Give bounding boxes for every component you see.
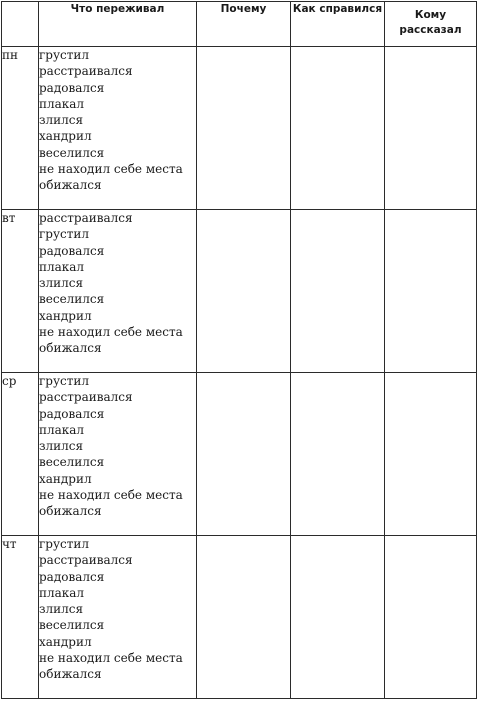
feelings-cell bbox=[39, 47, 197, 210]
feeling-item: радовался bbox=[39, 243, 105, 258]
feelings-list bbox=[39, 536, 196, 683]
feeling-item: обижался bbox=[39, 667, 102, 682]
feeling-item: хандрил bbox=[39, 634, 92, 649]
feeling-item: грустил bbox=[39, 48, 90, 62]
day-label: пн bbox=[2, 47, 39, 210]
feeling-item: расстраивался bbox=[39, 553, 133, 568]
header-day bbox=[2, 2, 39, 47]
feelings-list bbox=[39, 373, 196, 520]
feeling-item: не находил себе места bbox=[39, 325, 183, 340]
feeling-item: злился bbox=[39, 113, 84, 128]
feelings-list bbox=[39, 210, 196, 357]
day-label: ср bbox=[2, 373, 39, 536]
day-label: вт bbox=[2, 210, 39, 373]
feeling-item: злился bbox=[39, 602, 84, 617]
feelings-cell bbox=[39, 210, 197, 373]
how-coped-cell[interactable] bbox=[291, 373, 385, 536]
how-coped-cell[interactable] bbox=[291, 210, 385, 373]
why-cell[interactable] bbox=[197, 536, 291, 699]
how-coped-cell[interactable] bbox=[291, 47, 385, 210]
feeling-item: обижался bbox=[39, 504, 102, 519]
feeling-item: обижался bbox=[39, 341, 102, 356]
feeling-item: не находил себе места bbox=[39, 488, 183, 503]
how-coped-cell[interactable] bbox=[291, 536, 385, 699]
feeling-item: грустил bbox=[39, 537, 90, 551]
feelings-diary-table bbox=[1, 1, 477, 699]
feeling-item: радовался bbox=[39, 80, 105, 95]
why-cell[interactable] bbox=[197, 47, 291, 210]
feeling-item: плакал bbox=[39, 422, 85, 437]
why-cell[interactable] bbox=[197, 210, 291, 373]
feeling-item: радовался bbox=[39, 406, 105, 421]
feeling-item: плакал bbox=[39, 585, 85, 600]
feelings-list bbox=[39, 47, 196, 194]
header-how-coped: Как справился bbox=[291, 2, 385, 47]
diary-body bbox=[2, 47, 477, 699]
feeling-item: плакал bbox=[39, 259, 85, 274]
feeling-item: плакал bbox=[39, 96, 85, 111]
feeling-item: грустил bbox=[39, 374, 90, 388]
feeling-item: обижался bbox=[39, 178, 102, 193]
header-what-experienced: Что переживал bbox=[39, 2, 197, 47]
header-row bbox=[2, 2, 477, 47]
table-row bbox=[2, 373, 477, 536]
feeling-item: не находил себе места bbox=[39, 651, 183, 666]
who-told-cell[interactable] bbox=[385, 373, 477, 536]
feeling-item: расстраивался bbox=[39, 390, 133, 405]
feeling-item: веселился bbox=[39, 455, 105, 470]
header-who-told bbox=[385, 2, 477, 47]
feeling-item: расстраивался bbox=[39, 64, 133, 79]
day-label: чт bbox=[2, 536, 39, 699]
feelings-cell bbox=[39, 373, 197, 536]
feeling-item: веселился bbox=[39, 618, 105, 633]
header-who-told-line1: Кому bbox=[414, 9, 447, 21]
feeling-item: расстраивался bbox=[39, 211, 133, 225]
feeling-item: хандрил bbox=[39, 129, 92, 144]
feeling-item: хандрил bbox=[39, 471, 92, 486]
feeling-item: не находил себе места bbox=[39, 162, 183, 177]
feelings-cell bbox=[39, 536, 197, 699]
feeling-item: злился bbox=[39, 276, 84, 291]
feeling-item: веселился bbox=[39, 292, 105, 307]
header-why: Почему bbox=[197, 2, 291, 47]
table-row bbox=[2, 47, 477, 210]
who-told-cell[interactable] bbox=[385, 47, 477, 210]
feeling-item: радовался bbox=[39, 569, 105, 584]
table-row bbox=[2, 210, 477, 373]
feeling-item: хандрил bbox=[39, 308, 92, 323]
header-who-told-line2: рассказал bbox=[399, 24, 462, 36]
who-told-cell[interactable] bbox=[385, 210, 477, 373]
feeling-item: злился bbox=[39, 439, 84, 454]
why-cell[interactable] bbox=[197, 373, 291, 536]
table-row bbox=[2, 536, 477, 699]
feeling-item: веселился bbox=[39, 145, 105, 160]
feeling-item: грустил bbox=[39, 227, 90, 242]
who-told-cell[interactable] bbox=[385, 536, 477, 699]
